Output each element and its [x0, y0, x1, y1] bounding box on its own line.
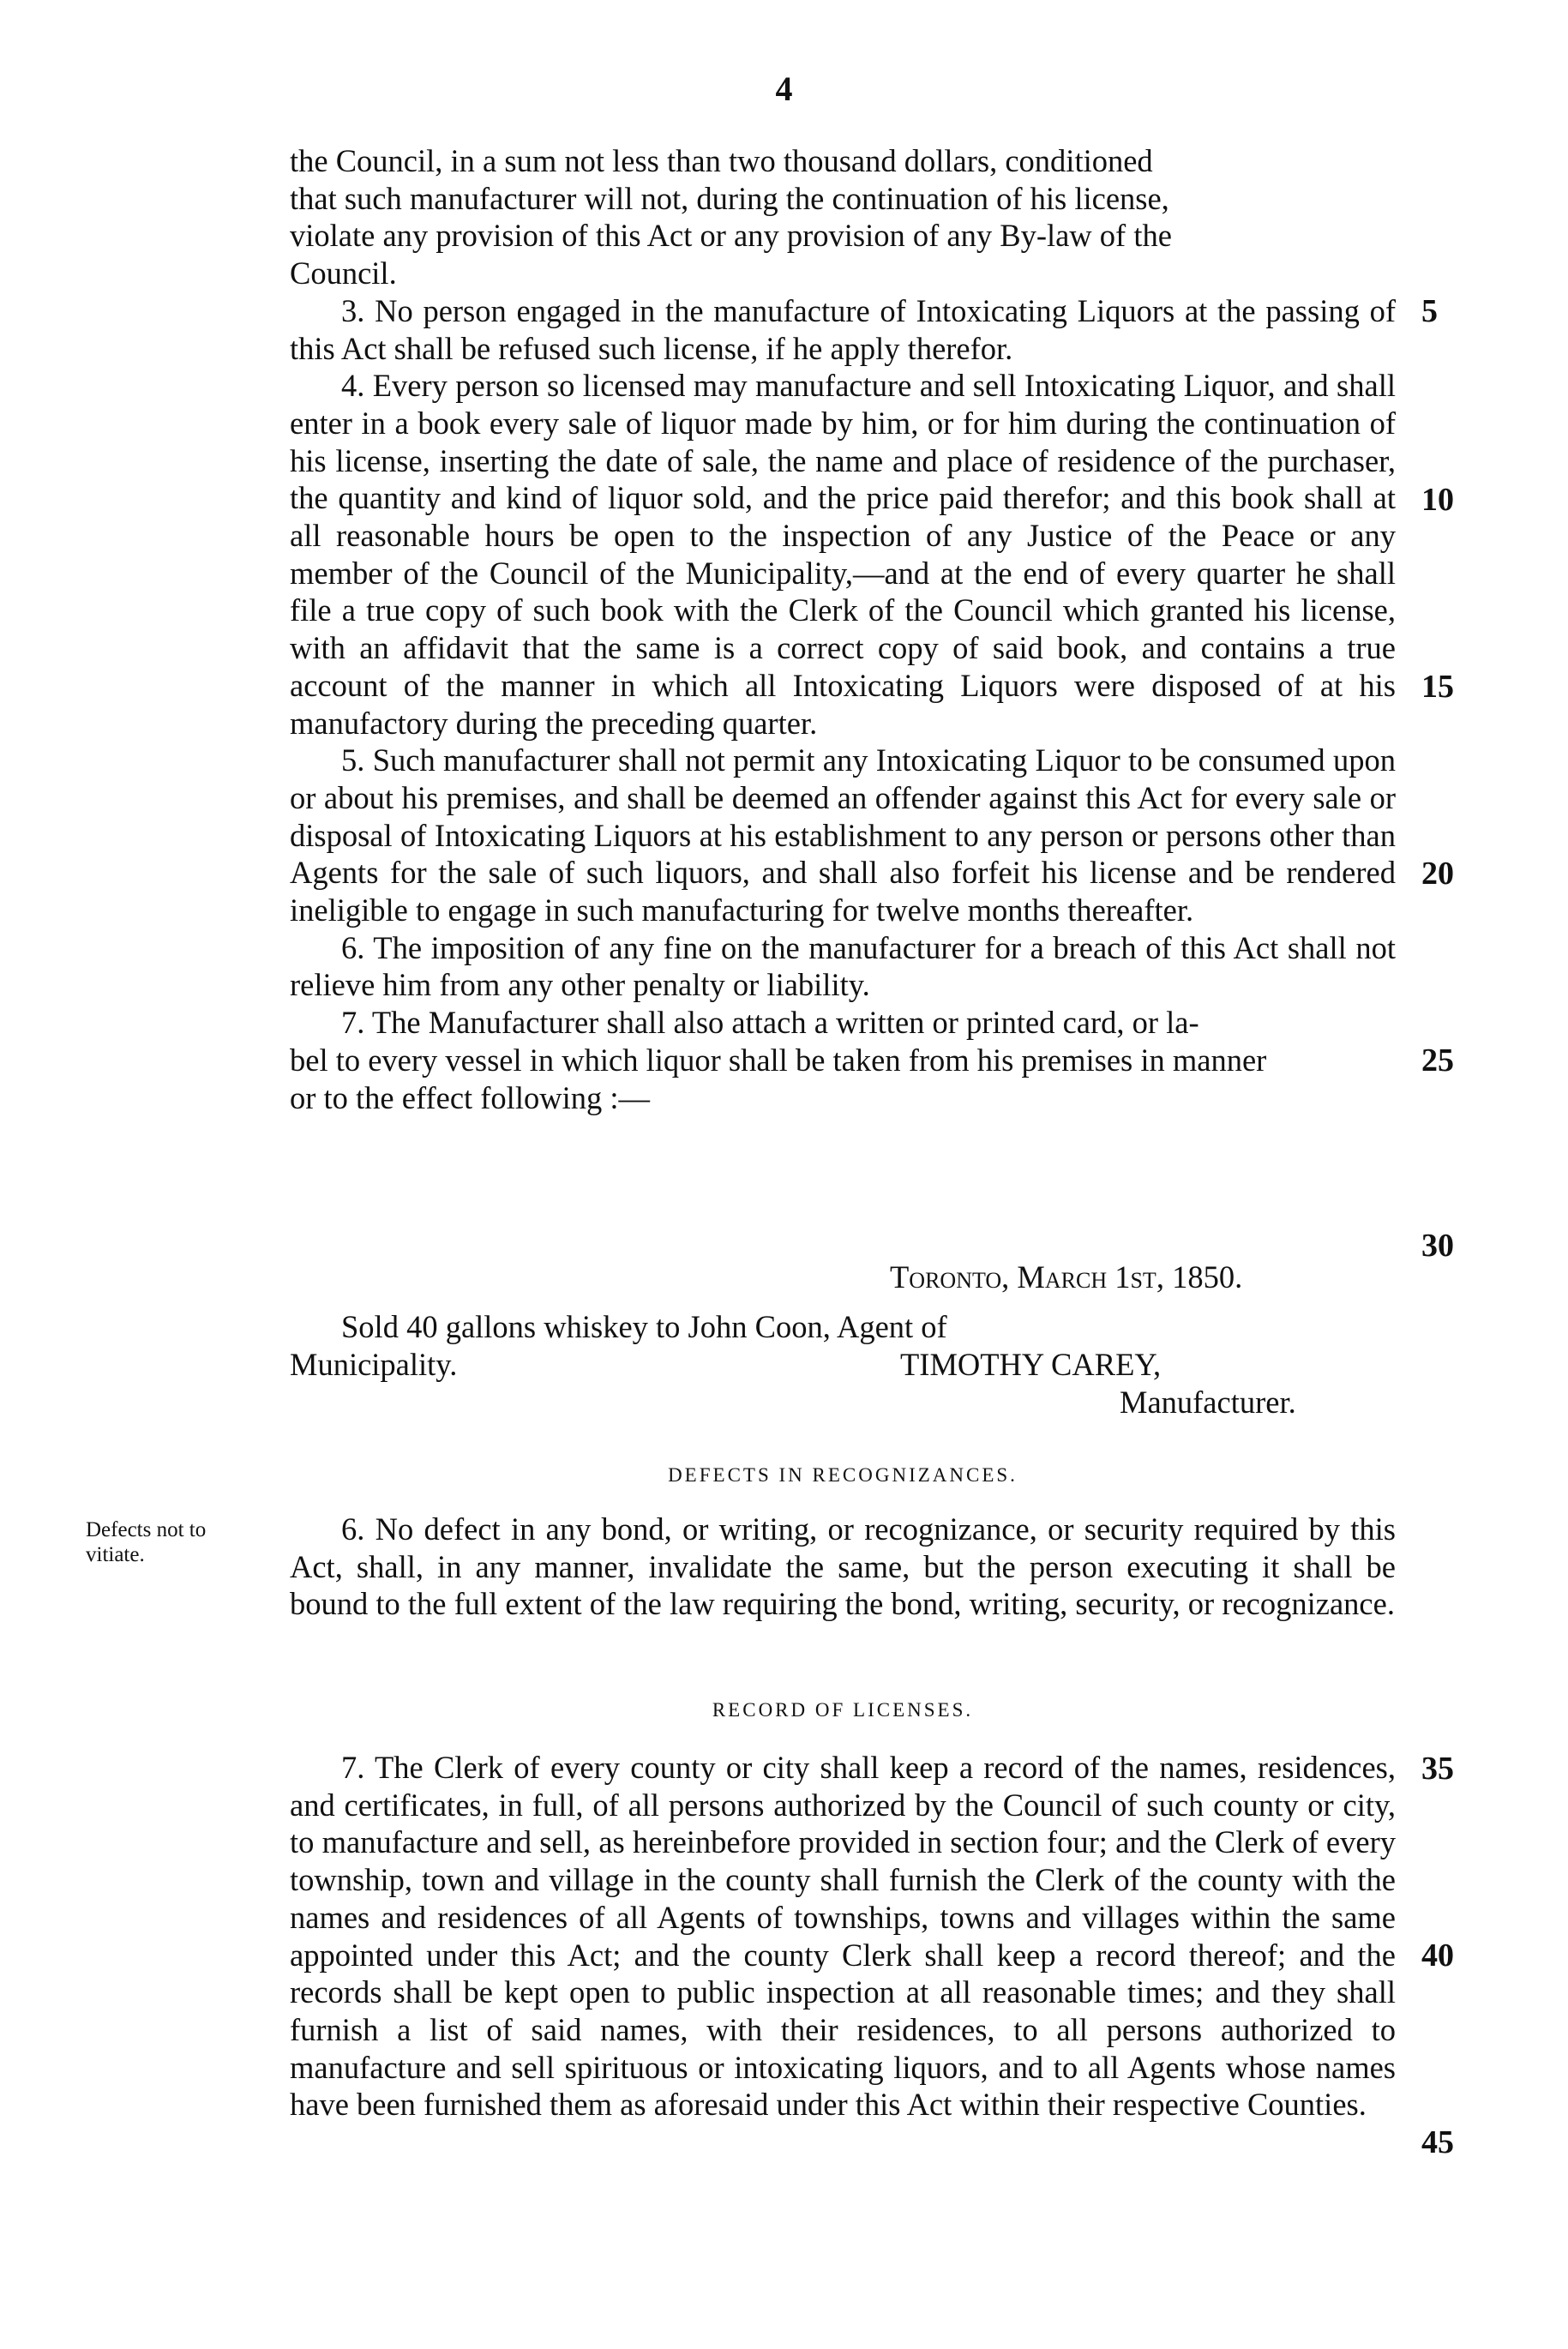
line-number: 25 — [1421, 1042, 1454, 1078]
section-7 — [290, 1004, 1396, 1116]
text-line: the Council, in a sum not less than two thousand dollars, conditioned — [290, 143, 1153, 178]
continued-paragraph — [290, 142, 1396, 292]
section-heading-defects: DEFECTS IN RECOGNIZANCES. — [668, 1464, 1018, 1486]
form-line: Municipality. — [290, 1347, 458, 1382]
form-title: Manufacturer. — [1120, 1385, 1296, 1420]
section-record: 7. The Clerk of every county or city shall keep a record of the names, residences, and certificates, in full, of all persons authorized by the Council of such county or city, to manufacture and sell, as hereinbefore provided in section four; and the Clerk of every township, town and village in the county shall furnish the Clerk of the county with the names and residences of all Agents of townships, towns and villages within the same appointed under this Act; and the county Clerk shall keep a record thereof; and the records shall be kept open to public inspection at all reasonable times; and they shall furnish a list of said names, with their residences, to all persons authorized to manufacture and sell spirituous or intoxicating liquors, and to all Agents whose names have been furnished them as aforesaid under this Act within their respective Counties. — [290, 1750, 1396, 2123]
line-number: 30 — [1421, 1228, 1454, 1264]
text-line: or to the effect following :— — [290, 1079, 650, 1115]
line-number: 45 — [1421, 2124, 1454, 2160]
line-number: 5 — [1421, 293, 1438, 329]
text-line: 7. The Manufacturer shall also attach a written or printed card, or la- — [341, 1005, 1199, 1041]
margin-note-line: Defects not to — [86, 1518, 207, 1541]
section-5: 5. Such manufacturer shall not permit any Intoxicating Liquor to be consumed upon or about his premises, and shall be deemed an offender against this Act for every sale or disposal of Intoxicating Liquors at his establishment to any person or persons other than Agents for the sale of such liquors, and shall also forfeit his license and be rendered ineligible to engage in such manufacturing for twelve months thereafter. — [290, 742, 1396, 928]
line-number: 15 — [1421, 669, 1454, 705]
form-dateline: Toronto, March 1st, 1850. — [890, 1259, 1243, 1295]
text-line: Council. — [290, 255, 397, 291]
text-line: violate any provision of this Act or any provision of any By-law of the — [290, 218, 1172, 254]
line-number: 20 — [1421, 856, 1454, 892]
form-line: Sold 40 gallons whiskey to John Coon, Agent of — [341, 1309, 947, 1344]
text-line: bel to every vessel in which liquor shall be taken from his premises in manner — [290, 1042, 1267, 1078]
line-number: 40 — [1421, 1937, 1454, 1974]
text-line: that such manufacturer will not, during the continuation of his license, — [290, 180, 1169, 216]
section-heading-record: RECORD OF LICENSES. — [712, 1699, 974, 1721]
line-number: 10 — [1421, 482, 1454, 518]
section-defects: 6. No defect in any bond, or writing, or recognizance, or security required by this Act, shall, in any manner, invalidate the same, but the person executing it shall be bound to the full extent of the law requiring the bond, writing, security, or recognizance. — [290, 1511, 1396, 1622]
record-section — [290, 1749, 1396, 2124]
defects-section — [290, 1511, 1396, 1623]
margin-note-line: vitiate. — [86, 1543, 145, 1566]
page-number: 4 — [775, 69, 793, 108]
section-4: 4. Every person so licensed may manufacture and sell Intoxicating Liquor, and shall enter in a book every sale of liquor made by him, or for him during the continuation of his license, inserting the date of sale, the name and place of residence of the purchaser, the quantity and kind of liquor sold, and the price paid therefor; and this book shall at all reasonable hours be open to the inspection of any Justice of the Peace or any member of the Council of the Municipality,—and at the end of every quarter he shall file a true copy of such book with the Clerk of the Council which granted his license, with an affidavit that the same is a correct copy of said book, and contains a true account of the manner in which all Intoxicating Liquors were disposed of at his manufactory during the preceding quarter. — [290, 368, 1396, 741]
section-6: 6. The imposition of any fine on the manufacturer for a breach of this Act shall not relieve him from any other penalty or liability. — [290, 929, 1396, 1003]
form-signature: TIMOTHY CAREY, — [900, 1347, 1162, 1382]
line-number: 35 — [1421, 1751, 1454, 1787]
margin-note-defects — [86, 1517, 283, 1567]
upper-text-column — [290, 142, 1396, 1116]
section-3: 3. No person engaged in the manufacture of Intoxicating Liquors at the passing of this Act shall be refused such license, if he apply therefor. — [290, 292, 1396, 366]
